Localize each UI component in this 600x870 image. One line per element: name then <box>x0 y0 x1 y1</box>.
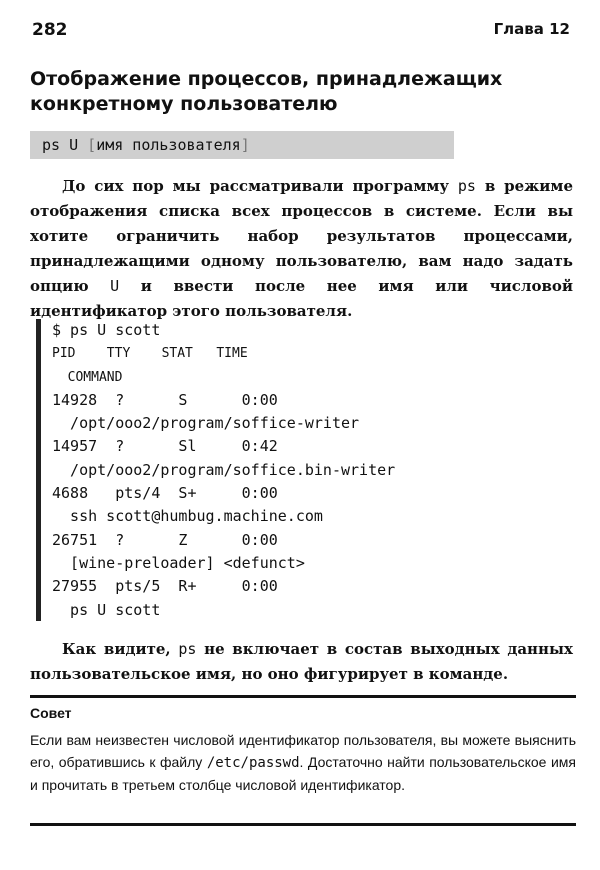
paragraph-result <box>30 637 573 687</box>
code-line: ssh scott@humbug.machine.com <box>52 507 323 526</box>
section-title-line2: конкретному пользователю <box>30 93 338 115</box>
paragraph-intro <box>30 174 573 324</box>
page-number: 282 <box>32 20 68 40</box>
paragraph-result-text-2: не включает в состав выходных данных пользовательское имя, но оно фигурирует в команде. <box>30 640 573 683</box>
tip-box <box>30 705 576 796</box>
tip-text-2: . Достаточно найти пользовательское имя и прочитать в третьем столбце числовой идентификатор. <box>30 754 576 793</box>
code-line: PID TTY STAT TIME <box>52 346 248 362</box>
tip-body <box>30 729 576 796</box>
command-syntax-box <box>30 131 454 159</box>
paragraph-intro-text-3: и ввести после нее имя или числовой идентификатор этого пользователя. <box>30 277 573 320</box>
code-line: 26751 ? Z 0:00 <box>52 530 278 549</box>
paragraph-result-text-1: Как видите, <box>62 640 179 658</box>
code-line: /opt/ooo2/program/soffice-writer <box>52 414 360 433</box>
tip-top-rule <box>30 695 576 698</box>
syntax-command: ps U <box>42 136 88 154</box>
code-block <box>36 319 572 621</box>
section-title <box>30 67 570 117</box>
inline-code-u: U <box>110 277 120 295</box>
inline-code-passwd: /etc/passwd <box>206 755 300 771</box>
inline-code-ps-2: ps <box>178 640 197 658</box>
paragraph-intro-text-1: До сих пор мы рассматривали программу <box>62 177 458 195</box>
paragraph-intro-text-2: в режиме отображения списка всех процессов в системе. Если вы хотите ограничить набор результатов процессами, принадлежащими одному пользователю, вам надо задать опцию <box>30 177 573 295</box>
code-line: 14957 ? Sl 0:42 <box>52 437 278 456</box>
syntax-bracket-open: [ <box>87 136 97 154</box>
syntax-argument: имя пользователя <box>96 136 241 154</box>
inline-code-ps: ps <box>457 177 476 195</box>
code-line: 27955 pts/5 R+ 0:00 <box>52 577 278 596</box>
section-title-line1: Отображение процессов, принадлежащих <box>30 68 503 90</box>
chapter-label: Глава 12 <box>493 20 570 38</box>
code-line: ps U scott <box>52 600 161 619</box>
tip-title: Совет <box>30 705 72 721</box>
page-header <box>32 20 570 44</box>
code-line: COMMAND <box>52 369 123 385</box>
code-line: 4688 pts/4 S+ 0:00 <box>52 484 278 503</box>
code-line: $ ps U scott <box>52 321 161 339</box>
code-line: /opt/ooo2/program/soffice.bin-writer <box>52 460 396 479</box>
code-line: 14928 ? S 0:00 <box>52 390 278 409</box>
syntax-bracket-close: ] <box>240 136 250 154</box>
tip-bottom-rule <box>30 823 576 826</box>
code-line: [wine-preloader] <defunct> <box>52 553 305 572</box>
tip-text-1: Если вам неизвестен числовой идентификатор пользователя, вы можете выяснить его, обратившись к файлу <box>30 732 576 770</box>
